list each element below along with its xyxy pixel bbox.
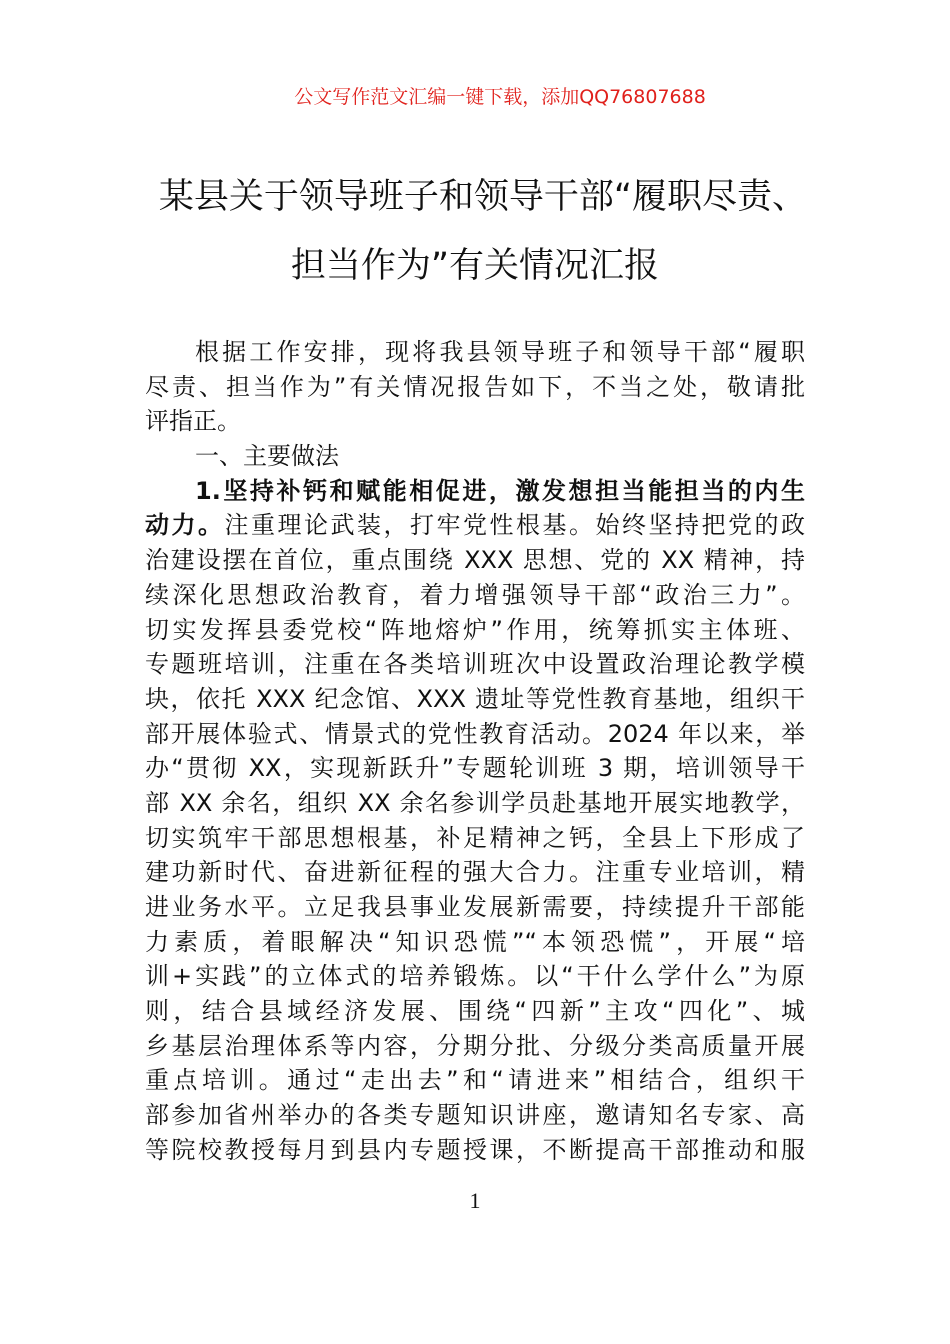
document-title-line-1: 某县关于领导班子和领导干部“履职尽责、 <box>158 177 808 217</box>
page-number: 1 <box>469 1188 481 1213</box>
paragraph-line: 治建设摆在首位，重点围绕 XXX 思想、党的 XX 精神，持 <box>145 546 805 575</box>
item-heading: 1.坚持补钙和赋能相促进，激发想担当能担当的内生 <box>195 476 805 505</box>
intro-line: 评指正。 <box>145 407 241 436</box>
paragraph-line: 块，依托 XXX 纪念馆、XXX 遗址等党性教育基地，组织干 <box>145 684 805 713</box>
document-title-line-2: 担当作为”有关情况汇报 <box>290 246 660 286</box>
paragraph-line: 办“贯彻 XX，实现新跃升”专题轮训班 3 期，培训领导干 <box>145 754 805 783</box>
download-banner: 公文写作范文汇编一键下载，添加QQ76807688 <box>294 86 706 108</box>
paragraph-line: 部开展体验式、情景式的党性教育活动。2024 年以来，举 <box>145 719 805 748</box>
item-heading-end: 动力。 <box>145 511 225 540</box>
paragraph-line: 专题班培训，注重在各类培训班次中设置政治理论教学模 <box>145 650 805 679</box>
paragraph-line: 乡基层治理体系等内容，分期分批、分级分类高质量开展 <box>145 1031 805 1060</box>
paragraph-text: 注重理论武装，打牢党性根基。始终坚持把党的政 <box>224 511 805 540</box>
paragraph-line: 切实筑牢干部思想根基，补足精神之钙，全县上下形成了 <box>145 823 805 852</box>
paragraph-line: 训+实践”的立体式的培养锻炼。以“干什么学什么”为原 <box>145 962 805 991</box>
paragraph-line: 等院校教授每月到县内专题授课，不断提高干部推动和服 <box>145 1135 805 1164</box>
paragraph-line: 重点培训。通过“走出去”和“请进来”相结合，组织干 <box>145 1066 805 1095</box>
paragraph-line: 部参加省州举办的各类专题知识讲座，邀请知名专家、高 <box>145 1101 805 1130</box>
paragraph-line: 建功新时代、奋进新征程的强大合力。注重专业培训，精 <box>145 858 805 887</box>
paragraph-line: 续深化思想政治教育，着力增强领导干部“政治三力”。 <box>145 580 805 609</box>
paragraph-line <box>145 508 805 543</box>
section-heading: 一、主要做法 <box>195 442 339 471</box>
document-body <box>145 335 805 1168</box>
paragraph-line: 则，结合县域经济发展、围绕“四新”主攻“四化”、城 <box>145 997 805 1026</box>
intro-line: 尽责、担当作为”有关情况报告如下，不当之处，敬请批 <box>145 372 805 401</box>
intro-line: 根据工作安排，现将我县领导班子和领导干部“履职 <box>195 338 805 366</box>
paragraph-line: 部 XX 余名，组织 XX 余名参训学员赴基地开展实地教学， <box>145 788 805 817</box>
paragraph-line: 进业务水平。立足我县事业发展新需要，持续提升干部能 <box>145 893 805 921</box>
paragraph-line: 力素质，着眼解决“知识恐慌”“本领恐慌”，开展“培 <box>145 927 805 956</box>
paragraph-line: 切实发挥县委党校“阵地熔炉”作用，统筹抓实主体班、 <box>145 615 805 644</box>
